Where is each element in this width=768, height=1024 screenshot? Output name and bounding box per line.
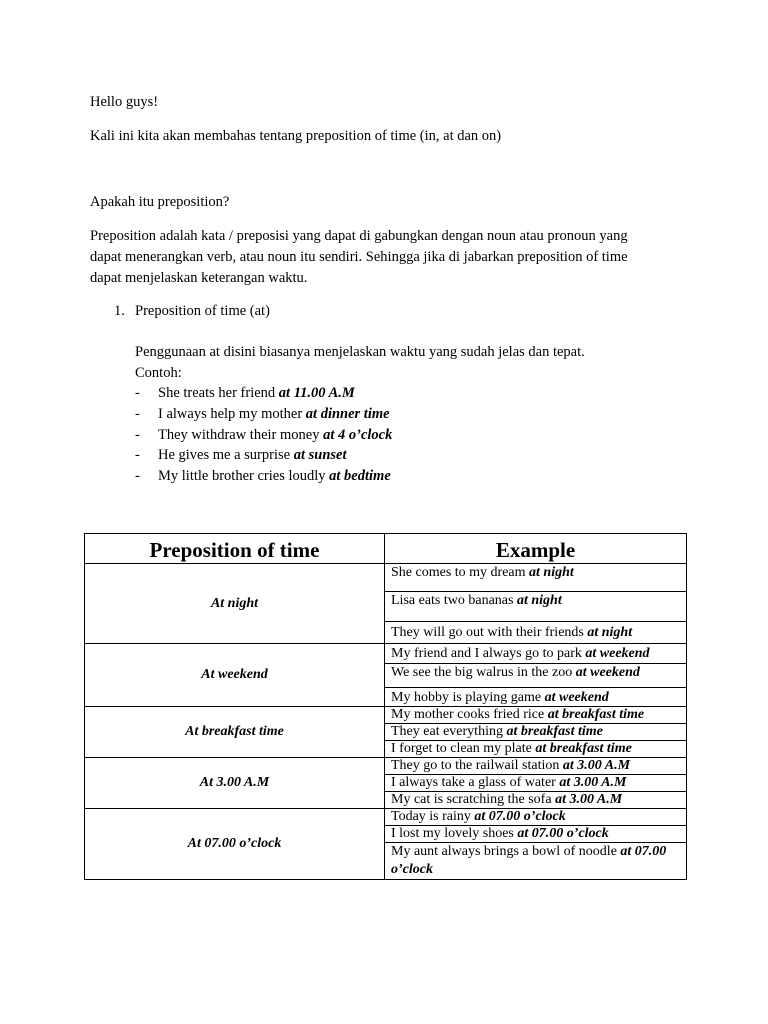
- preposition-cell: At weekend: [85, 644, 385, 707]
- example-label: Contoh:: [135, 365, 182, 381]
- definition-line-3: dapat menjelaskan keterangan waktu.: [90, 270, 308, 286]
- preposition-cell: At breakfast time: [85, 707, 385, 758]
- example-cell: My hobby is playing game at weekend: [385, 688, 687, 707]
- bullet-dash: -: [135, 468, 140, 484]
- bullet-dash: -: [135, 406, 140, 422]
- intro-paragraph: Kali ini kita akan membahas tentang preposition of time (in, at dan on): [90, 128, 502, 144]
- greeting: Hello guys!: [90, 94, 159, 110]
- example-cell: They go to the railwail station at 3.00 A.M: [385, 758, 687, 775]
- table-row: [85, 644, 687, 664]
- definition-line-1: Preposition adalah kata / preposisi yang dapat di gabungkan dengan noun atau pronoun yang: [90, 228, 628, 244]
- example-cell: My cat is scratching the sofa at 3.00 A.M: [385, 792, 687, 809]
- example-cell: She comes to my dream at night: [385, 564, 687, 592]
- bullet-item: My little brother cries loudly at bedtime: [158, 468, 391, 484]
- table-row: [85, 564, 687, 592]
- preposition-table: [84, 533, 687, 880]
- example-cell: They will go out with their friends at night: [385, 622, 687, 644]
- column-header-example: Example: [385, 534, 687, 564]
- preposition-cell: At night: [85, 564, 385, 644]
- section-description: Penggunaan at disini biasanya menjelaskan waktu yang sudah jelas dan tepat.: [135, 344, 585, 360]
- question-heading: Apakah itu preposition?: [90, 194, 230, 210]
- table-row: [85, 707, 687, 724]
- bullet-dash: -: [135, 447, 140, 463]
- example-cell: Today is rainy at 07.00 o’clock: [385, 809, 687, 826]
- section-title: Preposition of time (at): [135, 303, 270, 319]
- bullet-item: She treats her friend at 11.00 A.M: [158, 385, 355, 401]
- example-cell: My friend and I always go to park at weekend: [385, 644, 687, 664]
- example-cell: I forget to clean my plate at breakfast time: [385, 741, 687, 758]
- example-cell: My mother cooks fried rice at breakfast time: [385, 707, 687, 724]
- example-cell: They eat everything at breakfast time: [385, 724, 687, 741]
- example-cell: We see the big walrus in the zoo at weekend: [385, 664, 687, 688]
- bullet-item: He gives me a surprise at sunset: [158, 447, 347, 463]
- example-cell: Lisa eats two bananas at night: [385, 592, 687, 622]
- table-header-row: [85, 534, 687, 564]
- example-cell: I lost my lovely shoes at 07.00 o’clock: [385, 826, 687, 843]
- definition-line-2: dapat menerangkan verb, atau noun itu sendiri. Sehingga jika di jabarkan preposition of time: [90, 249, 628, 265]
- bullet-item: I always help my mother at dinner time: [158, 406, 390, 422]
- bullet-item: They withdraw their money at 4 o’clock: [158, 427, 393, 443]
- preposition-cell: At 07.00 o’clock: [85, 809, 385, 880]
- bullet-dash: -: [135, 427, 140, 443]
- example-cell: I always take a glass of water at 3.00 A.M: [385, 775, 687, 792]
- bullet-dash: -: [135, 385, 140, 401]
- table-row: [85, 758, 687, 775]
- list-number: 1.: [114, 303, 125, 319]
- preposition-cell: At 3.00 A.M: [85, 758, 385, 809]
- table-row: [85, 809, 687, 826]
- column-header-preposition: Preposition of time: [85, 534, 385, 564]
- example-cell: My aunt always brings a bowl of noodle at 07.00 o’clock: [385, 843, 687, 880]
